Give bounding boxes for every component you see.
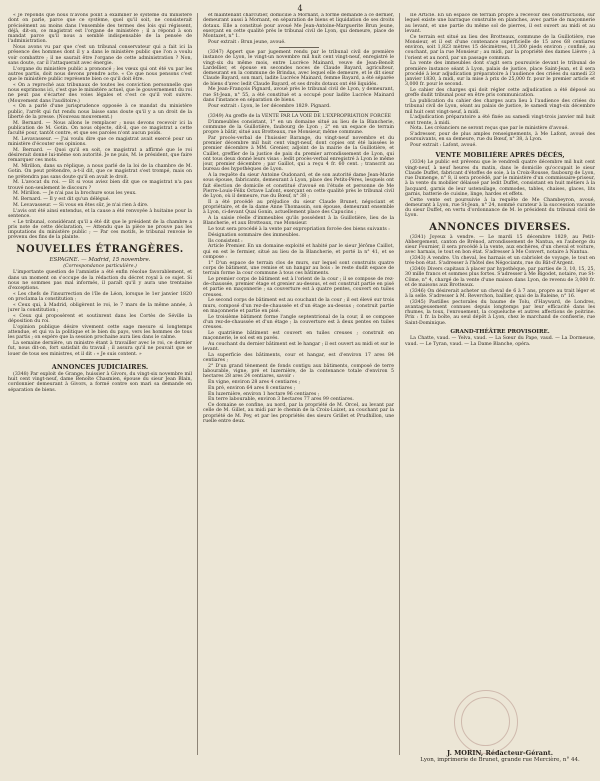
foreign-news-heading: NOUVELLES ÉTRANGÈRES.	[16, 243, 184, 255]
library-stamp	[454, 690, 518, 754]
paragraph: Le troisième bâtiment forme l'angle septentrional de la cour, il se compose d'un rez-de-chaussée et d'un étage ; la couverture est à deux pentes en tuiles creuses.	[203, 314, 394, 330]
paragraph: Pour extrait : Lyon, le 1er décembre 1829. Pignard.	[208, 103, 331, 109]
paragraph: La publication du cahier des charges aura lieu à l'audience des criées du tribunal civil de Lyon, séant au palais de justice, le samedi vingt-six décembre mil huit cent vingt-neuf, à midi.	[405, 99, 595, 115]
paragraph: (3346) On désirerait acheter un cheval de 6 à 7 ans, propre au trait léger et à la selle. S'adresser à M. Reverchon, baillier, quai de la Baleine, n° 16.	[405, 288, 595, 299]
paragraph: M. Bernard. — Quoi qu'il en soit, ce magistrat a affirmé que le roi désirerait donné lui-même son autorité. Je ne puis, M. le président, que faire remarquer ces mots.	[8, 147, 192, 164]
paragraph: Le tout sera procédé à la vente par expropriation forcée des biens suivants :	[208, 227, 390, 232]
paragraph: D'immeubles consistant, 1° en un domaine situé au lieu de la Blancherie, commune de la Guillotière, faubourg de Lyon ; 2° en un espace de terrain propre à bâtir, situé aux Brotteaux, rue Monsieur, même commune.	[203, 119, 394, 135]
column-3	[405, 13, 595, 758]
paragraph: M. Mirillon, dans sa réplique, a nous parlé de la loi de la chambre de M. Gotin. On peut prétendre, a-t-il dit, que ce magistrat s'est trompé, mais on ne prétendra pas sans doute qu'il en avait le droit.	[8, 164, 192, 180]
column-2	[203, 13, 394, 758]
paragraph: M. Mirillon. — Je n'ai pas la brochure sous les yeux.	[13, 191, 137, 197]
paragraph: M. L'avocat du roi. — Et si vous aviez bien dit que ce magistrat n'a pas trouvé non-seulement le discours ?	[8, 180, 192, 191]
paragraph: « Le tribunal, considérant qu'il a été dit que le président de la chambre a pris note de cette déclaration, — Attendu que la pièce ne prouve pas les imputations du ministère public ; — Par ces motifs, le tribunal renvoie le prévenu des fins de la plainte.	[8, 219, 192, 241]
paragraph: Ce domaine se confine, au nord, par la propriété de M. Orcel, au levant par celle de M. Gillet, au midi par le chemin de la Croix-Luizet, au couchant par la propriété de M. Pey, et par les propriétés des sieurs Grillet et Prudhillon, une ruelle entre deux.	[203, 403, 394, 424]
paragraph: En vigne, environ 28 ares 4 centiares ;	[208, 380, 301, 385]
theatre-program: La Chatte, vaud. — Yelva, vaud. — La Sœur du Pape, vaud. — La Dormeuse, vaud. — Le Tyran, vaud. — La Dame Blanche, opéra.	[405, 336, 595, 347]
printer-line: Lyon, imprimerie de Brunet, grande rue Mercière, n° 44.	[420, 757, 580, 763]
page-number: 4	[297, 4, 303, 13]
paragraph: En pré, environ 64 ares 8 centiares ;	[208, 385, 296, 391]
paragraph: La superficie des bâtiments, cour et hangar, est d'environ 17 ares 84 centiares ;	[203, 352, 394, 363]
paragraph: Le quatrième bâtiment est couvert en tuiles creuses ; construit en maçonnerie, le sol est en pavés.	[203, 330, 394, 341]
paragraph: Pour extrait : Lafont, avoué.	[410, 143, 477, 148]
paragraph: Nous avons vu par que c'est un tribunal conservateur qui a fait ici la présence des hommes dont il y a dans le ministère public que l'on a voulu voir combattre ; il ne saurait être l'organe de cette administration ? Non, sans doute, car il l'attaquerait avec énergie.	[8, 45, 192, 66]
paragraph: A la saisie réelle d'immeubles qu'ils possèdent à la Guillotière, lieu de la Blancherie, et aux Brotteaux, rue Monsieur.	[203, 216, 394, 227]
paragraph: Cette vente est poursuivie à la requête de Me Chambeyron, avoué, demeurant à Lyon, rue St-Jean, n° 24, nommé curateur à la succession vacante du sieur Duffet, en vertu d'ordonnance de M. le président du tribunal civil de Lyon.	[405, 197, 595, 219]
paragraph: L'avis ont été ainsi entendus, et la cause a été renvoyée à huitaine pour la sentence.	[8, 208, 192, 219]
political-debate-section	[8, 13, 192, 241]
paragraph: Nota. Les créanciers ne seront reçus que par le ministère d'avoué.	[410, 126, 569, 132]
foreign-news-dateline: ESPAGNE. — Madrid, 15 novembre.	[49, 256, 151, 263]
paragraph: L'adjudication préparatoire a été fixée au samedi vingt-trois janvier mil huit cent trente, à midi.	[405, 115, 595, 126]
paragraph: Ils consistent :	[208, 238, 243, 244]
paragraph: « On a parlé d'une jurisprudence opposée à ce mandat du ministère public, l'arrêt qui fut rendu nous laisse sans doute qu'il y a un droit de la liberté de la presse. (Nouveau mouvement.)	[8, 104, 192, 120]
paragraph: « Je réponds que nous n'avons point à examiner le système du ministère dont on parle, parce que ce système, quel qu'il soit, ne consisterait précisément au moins dans l'ensemble des termes des lois qui régissent, déjà, dit-on, ce magistrat est l'organe de ministère ; il a répond à son mandat parce qu'il nous a semblé indispensable de la pensée de l'administration.	[8, 13, 192, 45]
column-rule	[197, 13, 198, 755]
paragraph: « Ceux qui, à Madrid, obligèrent le roi, le 7 mars de la même année, à jurer la constitution ;	[8, 302, 192, 313]
paragraph: (3345) Pastilles pectorales du baume de Tolu, d'Hayward, de Londres, avantageusement connues depuis longtemps par leur efficacité dans les rhumes, la toux, l'enrouement, la coqueluche et autres affections de poitrine. Prix : 1 fr. la boîte, au seul dépôt à Lyon, chez le marchand de confiserie, rue Saint-Dominique.	[405, 299, 595, 326]
paragraph: M. Bernard. — Il y est dit qu'un délégué.	[13, 197, 111, 202]
paragraph: En terre labourable, environ 3 hectares 77 ares 99 centiares.	[208, 397, 354, 403]
paragraph: Il a été procédé au préjudice du sieur Claude Brunet, négociant et propriétaire, et de la dame Anne Thomassin, son épouse, demeurant ensemble à Lyon, ci-devant Quai Gonin, actuellement place des Capucins ;	[203, 199, 394, 216]
paragraph: A la requête du sieur Antoine Oudonard, et de son autorité dame Jean-Marie sous épouse, fabricants, demeurant à Lyon, place des Petits-Pères, lesquels ont fait élection de domicile et constitué d'avoué en l'étude et personne de Me Pierre-Louis-Félix Octave Lafont, exerçant en cette qualité près le tribunal civil de Lyon, où il demeure, rue du Bœuf, n° 38 ;	[203, 173, 394, 199]
column-1	[8, 13, 192, 758]
paragraph: M. Bernard. — Nous allons le remplacer ; nous devons recevoir ici la publication de M. Gotin. On nous objecte, dit-il, que ce magistrat a cette faculté pour, tantôt contre, et que ses paroles n'ont aucun poids.	[8, 120, 192, 136]
paragraph: Au couchant du dernier bâtiment est le hangar ; il est ouvert au midi et sur le levant.	[203, 341, 394, 352]
estate-sale-heading: VENTE MOBILIÈRE APRÈS DÉCÈS,	[435, 151, 565, 160]
paragraph: M. Levavasseur. — J'ai voulu dire que ce magistrat avait exercé pour un ministère d'écouter ses opinions.	[8, 136, 192, 147]
paragraph: Par procès-verbal de l'huissier Barange, du vingt-neuf novembre et du premier décembre mil huit cent vingt-neuf, dont copies ont été laissées le premier décembre à MM. Grenier, adjoint de la mairie de la Guillotière, et Caillet, greffier de la justice de paix du premier arrondissement de Lyon, qui ont tous deux donné leurs visas : ledit procès-verbal enregistré à Lyon le même jour, premier décembre ; par Gaillot, qui a reçu 4 fr. 60 cent. ; transcrit au bureau des hypothèques de Lyon.	[203, 135, 394, 173]
paragraph: (3343) A vendre. Un cheval, les harnais et un cabriolet de voyage, le tout en très-bon état. S'adresser à l'hôtel des Négociants, rue du Bât-d'Argent.	[405, 256, 595, 267]
paragraph: En luzernière, environ 1 hectare 96 centiares ;	[208, 391, 320, 397]
paragraph: (3348) Par exploit de Grange, huissier à Givors, du vingt-six novembre mil huit cent vingt-neuf, dame Benoîte Chasmien, épouse du sieur Jean Blain, cordonnier demeurant à Givors, a formé contre son mari sa demande en séparation de biens.	[8, 371, 192, 393]
paragraph: La vente des immeubles dont s'agit sera poursuivie devant le tribunal de première instance séant à Lyon, palais de justice, place Saint-Jean, et il sera procédé à leur adjudication préparatoire à l'audience des criées du samedi 23 janvier 1830, à midi, sur la mise à prix de 25,000 fr. pour le premier article et 3,000 fr. pour le second.	[405, 61, 595, 88]
editor-signature: J. MORIN, Rédacteur-Gérant.	[447, 749, 553, 757]
paragraph: (3347) Appert que par jugement rendu par le tribunal civil de première instance de Lyon, le vingt-un novembre mil huit cent vingt-neuf, enregistré le vingt-six du même mois, entre Lucrèce Mainard, veuve de Jean-Benoît Lardellier, et épouse en secondes noces de Claude Bayard, agriculteur, demeurant en la commune de Brindas, avec lequel elle demeure, et le dit sieur Claude Bayard, son mari, ladite Lucrèce Mainard, femme Bayard, a été séparée de biens d'avec ledit Claude Bayard, et ses droits dotaux ont été liquidés.	[203, 50, 394, 87]
paragraph: IIe Article. En un espace de terrain propre à recevoir des constructions, sur lequel existe une barraque construite en planches, avec partie de maçonnerie au levant, et une partie du même sol de pierres, il est ouvert au midi et au levant.	[405, 13, 595, 34]
paragraph: (3334) Le public est prévenu que le vendredi quatre décembre mil huit cent vingt-neuf, à neuf heures du matin, dans le domicile qu'occupait le sieur Claude Duffet, fabricant d'étoffes de soie, à la Croix-Rousse, faubourg de Lyon, rue Dumenge, n° 8, il sera procédé, par le ministère d'un commissaire-priseur, à la vente du mobilier délaissé par ledit Duffet, consistant en huit métiers à la Jacquard, garnis de leur ustensilage, commodes, tables, chaises, glaces, lits garnis, batterie de cuisine, linge, hardes et effets.	[405, 160, 595, 197]
footer	[405, 750, 595, 764]
paragraph: 1° D'un espace de terrain clos de murs, sur lequel sont construits quatre corps de bâtiment, une remise et un hangar au bois : le reste dudit espace de terrain forme la cour commune à tous ces bâtiments.	[203, 260, 394, 276]
paragraph: L'opinion publique désire vivement cette sage mesure si longtemps attendue, et qui va la politique et le bien du pays, vers les hommes de tous les partis ; on espère que la session prochaine aura lieu dans le calme.	[8, 324, 192, 341]
paragraph: Le premier corps de bâtiment est à l'orient de la cour ; il se compose de rez-de-chaussée, premier étage et grenier au-dessus, et est construit partie en pisé et partie en maçonnerie ; sa couverture est à quatre pentes, couvert en tuiles creuses.	[203, 276, 394, 298]
paragraph: La semaine dernière, un ministre étant à travailler avec le roi, ce dernier fut, nous dit-on, fort satisfait du travail ; il assura qu'il ne pouvait que se louer de tous ses ministres, et il dit : « Je suis content. »	[8, 341, 192, 357]
divider	[80, 359, 120, 360]
paragraph: M. Levavasseur. — Si vous en êtes sûr, je n'ai rien à dire.	[13, 202, 149, 208]
paragraph: L'importante question de l'amnistie a été enfin résolue favorablement, et dans un moment on s'occupe de la rédaction du décret royal à ce sujet. Si nous ne sommes pas mal informés, il paraît qu'il y aura une trentaine d'exceptions.	[8, 270, 192, 291]
paragraph: et maintenant charcutier, domicilié à Mornant, a formé demande à ce dernier, demeurant aussi à Mornant, en séparation de biens et liquidation de ses droits dotaux. Elle a constitué pour avoué Me Jean-Antoine-Marguerite Brun jeune, exerçant en cette qualité près le tribunal civil de Lyon, qui demeure, place de Montazet, n° 1.	[203, 13, 394, 39]
divider	[279, 111, 319, 112]
legal-notices-heading: ANNONCES JUDICIAIRES.	[51, 362, 149, 371]
paragraph: Le cahier des charges qui doit régler cette adjudication a été déposé au greffe dudit tribunal pour en être pris communication.	[405, 88, 595, 99]
paragraph: « Les chefs de l'insurrection de l'île de Léon, lorsque le 1er janvier 1820 on proclama la constitution ;	[8, 291, 192, 302]
paragraph: (3341) Joyeux à vendre. — Le mardi 15 décembre 1829, au Petit-Abbergement, canton de Brénod, arrondissement de Nantua, en l'auberge du sieur Fournier, il sera procédé à la vente, aux enchères, d'un cheval et voiture, avec harnais, le tout en bon état. S'adresser à Me Convert, notaire à Nantua.	[405, 234, 595, 256]
paragraph: Désignation sommaire des immeubles.	[208, 232, 300, 238]
paragraph: Article Premier. En un domaine exploité et habité par le sieur Jérôme Caillot, qui en est le fermier, situé au lieu de la Blancherie, et porté la n° 41, et se compose :	[203, 244, 394, 260]
paragraph: (3340) Divers capitaux à placer par hypothèque, par parties de 3, 10, 15, 25, 30 mille francs et sommes plus fortes. S'adresser à Me Bigodet, notaire, rue St-Côme, n° 4, chargé de la vente d'une maison dans Lyon, de revenu de 3,000 fr. et de maisons aux Brotteaux.	[405, 267, 595, 288]
paragraph: « On a reproché aux tribunaux de toutes les conviction personnelle que nous exprimons ici, c'est que le ministère actuel, que le gouvernement du roi ne peut pas s'écarter des voies légales et c'est ce qu'il voit suivre. (Mouvement dans l'auditoire.)	[8, 82, 192, 104]
paragraph: « Ceux qui proposèrent et soutinrent dans les Cortès de Séville la déposition du roi.	[8, 313, 192, 324]
paragraph: Me Jean-François Pignard, avoué près le tribunal civil de Lyon, y demeurant, rue St-Jean, n° 55, a été constitué et a occupé pour ladite Lucrèce Mainard dans l'instance en séparation de biens.	[203, 87, 394, 103]
paragraph: 2° D'un grand tènement de fonds contigu aux bâtiments, composé de terre labourable, vigne, pré et luzernière, de la contenance totale d'environ 5 hectares 28 ares 24 centiares, savoir :	[203, 363, 394, 380]
paragraph: (3349) Au greffe de la VENTE PAR LA VOIE DE L'EXPROPRIATION FORCÉE	[208, 113, 392, 119]
misc-notices-heading: ANNONCES DIVERSES.	[429, 221, 571, 233]
foreign-news-subtitle: (Correspondance particulière.)	[63, 264, 137, 269]
paragraph: Le second corps de bâtiment est au couchant de la cour ; il est élevé sur trois murs, composé d'un rez-de-chaussée et d'un étage au-dessus ; construit partie en maçonnerie et partie en pisé.	[203, 298, 394, 314]
column-rule	[399, 13, 400, 755]
paragraph: L'organe du ministère public a prononcé ; les vœux qui ont été vu par les autres partis, doit nous devons prendre acte. « Ce que nous pensons c'est que le ministère public représente bien ce qu'il doit être.	[8, 66, 192, 82]
divider	[279, 47, 319, 48]
paragraph: Pour extrait : Brun jeune, avoué.	[208, 39, 286, 45]
paragraph: Ce terrain est situé au lieu des Brotteaux, commune de la Guillotière, rue Monsieur, et il est d'une contenance superficielle de 15 ares 68 centiares environ, soit 1,823 mètres 15 décimètres, 11,300 pieds environ ; confiné, au couchant, par la rue Monsieur ; au midi, par la propriété des dames Lièvre ; à l'orient et au nord, par un passage commun.	[405, 34, 595, 61]
paragraph: S'adresser, pour de plus amples renseignements, à Me Lafont, avoué des poursuivants, en sa demeure, rue du Bœuf, n° 38, à Lyon.	[405, 132, 595, 143]
theatre-heading: GRAND-THÉÂTRE PROVISOIRE.	[450, 328, 550, 335]
